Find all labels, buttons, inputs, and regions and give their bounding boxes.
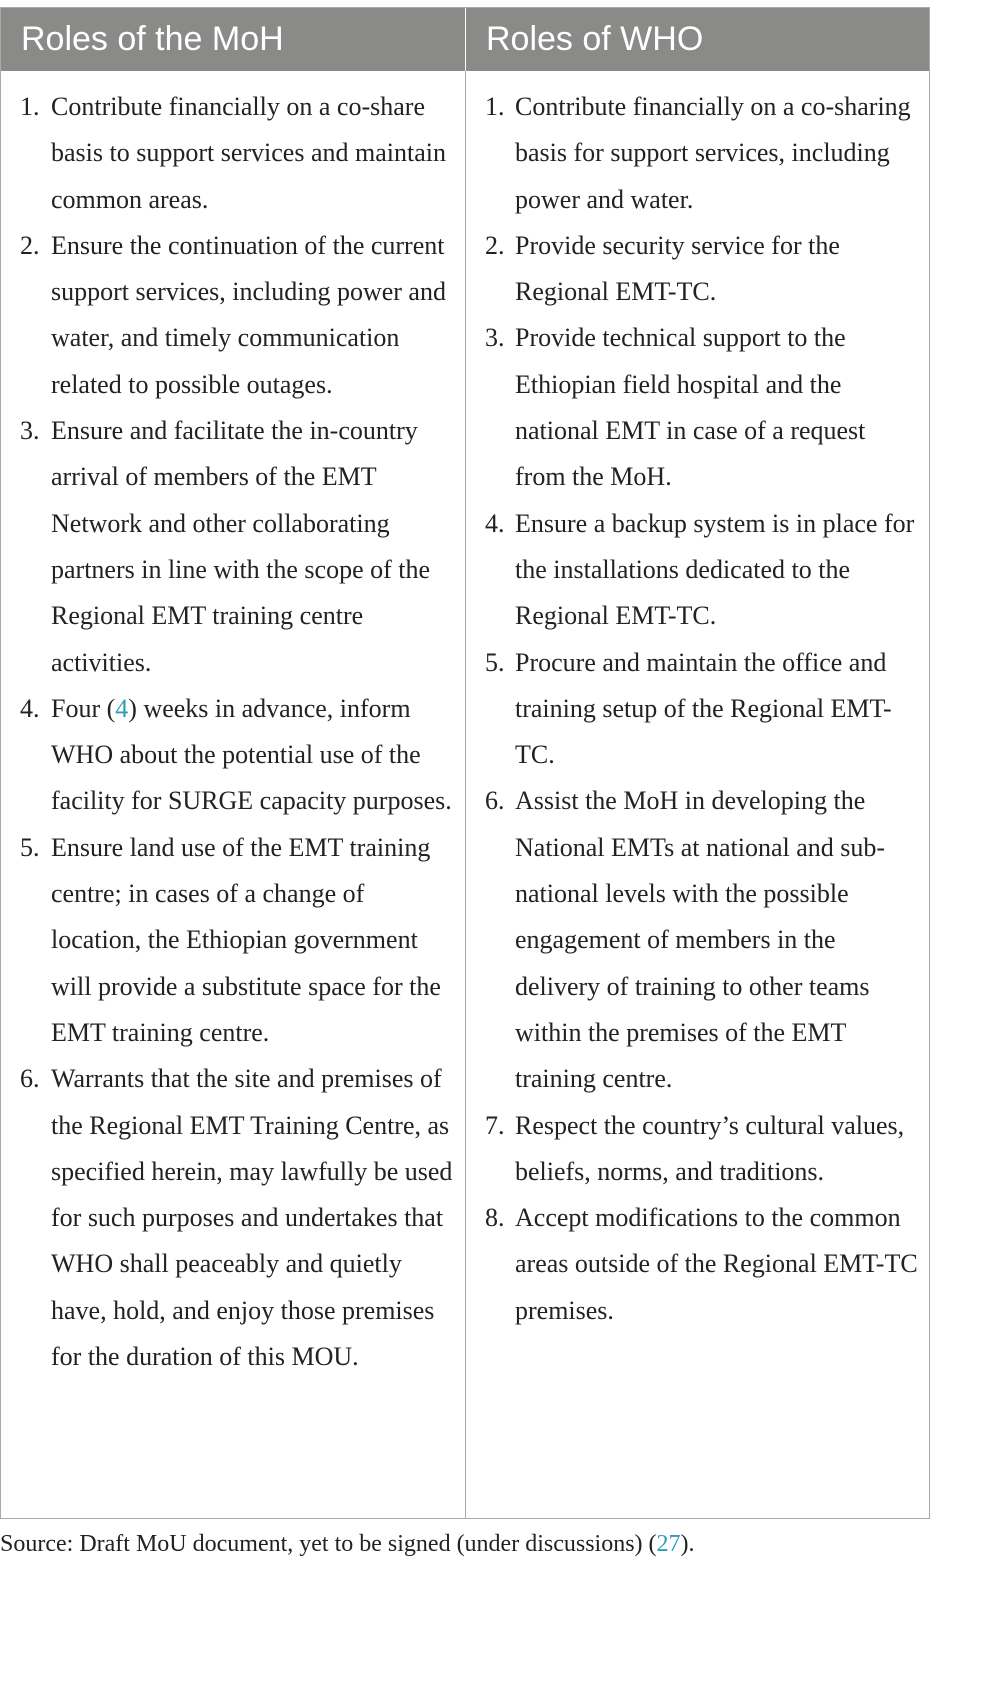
who-role-item <box>466 1195 929 1334</box>
source-text-before: Source: Draft MoU document, yet to be signed (under discussions) ( <box>0 1531 657 1557</box>
who-role-number: 4. <box>485 508 505 538</box>
who-role-number: 1. <box>485 92 505 121</box>
who-role-text: Provide security service for the Regional EMT-TC. <box>515 230 840 307</box>
who-role-number: 5. <box>485 647 505 677</box>
moh-role-item <box>1 408 465 686</box>
moh-role-number: 1. <box>20 92 40 121</box>
header-moh: Roles of the MoH <box>21 20 284 58</box>
who-role-item <box>466 84 929 223</box>
moh-role-text: Contribute financially on a co-share basis to support services and maintain common areas. <box>51 92 446 214</box>
header-who: Roles of WHO <box>465 8 929 71</box>
who-role-text: Procure and maintain the office and training setup of the Regional EMT-TC. <box>515 647 892 770</box>
moh-role-item <box>1 686 465 825</box>
moh-role-item <box>1 825 465 1056</box>
who-role-number: 6. <box>485 786 505 816</box>
who-role-text: Contribute financially on a co-sharing basis for support services, including power and water. <box>515 92 911 214</box>
moh-role-text: Warrants that the site and premises of the Regional EMT Training Centre, as specified herein, may lawfully be used for such purposes and undertakes that WHO shall peaceably and quietly have, hold, and enjoy those premises for the duration of this MOU. <box>51 1064 453 1372</box>
moh-role-number: 2. <box>20 230 40 260</box>
reference-link-4[interactable]: 4 <box>115 693 129 723</box>
moh-roles-list <box>1 84 465 1380</box>
who-role-item <box>466 640 929 779</box>
who-roles-column <box>465 71 929 1518</box>
moh-role-item <box>1 1056 465 1380</box>
moh-role-item <box>1 223 465 408</box>
table-header-row <box>1 8 929 71</box>
moh-role-text: Ensure the continuation of the current support services, including power and water, and timely communication related to possible outages. <box>51 230 446 399</box>
moh-role-number: 6. <box>20 1064 40 1094</box>
moh-role-item <box>1 84 465 223</box>
who-role-text: Ensure a backup system is in place for the installations dedicated to the Regional EMT-TC. <box>515 508 915 631</box>
who-role-text: Assist the MoH in developing the National EMTs at national and sub-national levels with the possible engagement of members in the delivery of training to other teams within the premises of the EMT training centre. <box>515 786 886 1094</box>
who-role-number: 2. <box>485 230 505 260</box>
who-role-item <box>466 223 929 316</box>
who-role-item <box>466 315 929 500</box>
who-role-item <box>466 501 929 640</box>
moh-role-number: 4. <box>20 693 40 723</box>
moh-roles-column <box>1 71 465 1518</box>
table-source-note <box>0 1527 695 1561</box>
moh-role-text-before: Four ( <box>51 693 116 723</box>
who-role-text: Respect the country’s cultural values, beliefs, norms, and traditions. <box>515 1110 905 1186</box>
who-role-number: 7. <box>485 1110 505 1140</box>
who-role-item <box>466 1103 929 1196</box>
who-role-item <box>466 778 929 1102</box>
who-role-text: Accept modifications to the common areas outside of the Regional EMT-TC premises. <box>515 1203 918 1325</box>
moh-role-number: 3. <box>20 416 40 446</box>
source-text-after: ). <box>680 1531 695 1557</box>
who-role-text: Provide technical support to the Ethiopian field hospital and the national EMT in case of a request from the MoH. <box>515 323 866 492</box>
moh-role-number: 5. <box>20 832 40 862</box>
table-body-row <box>1 71 929 1518</box>
reference-link-27[interactable]: 27 <box>656 1531 681 1557</box>
roles-table <box>0 7 930 1519</box>
who-role-number: 8. <box>485 1203 505 1233</box>
moh-role-text: Ensure and facilitate the in-country arrival of members of the EMT Network and other collaborating partners in line with the scope of the Regional EMT training centre activities. <box>51 416 431 677</box>
moh-role-text-after: ) weeks in advance, inform WHO about the potential use of the facility for SURGE capacity purposes. <box>51 693 452 816</box>
who-role-number: 3. <box>485 323 505 353</box>
moh-role-text: Ensure land use of the EMT training centre; in cases of a change of location, the Ethiopian government will provide a substitute space for the EMT training centre. <box>51 832 441 1047</box>
who-roles-list <box>466 84 929 1334</box>
